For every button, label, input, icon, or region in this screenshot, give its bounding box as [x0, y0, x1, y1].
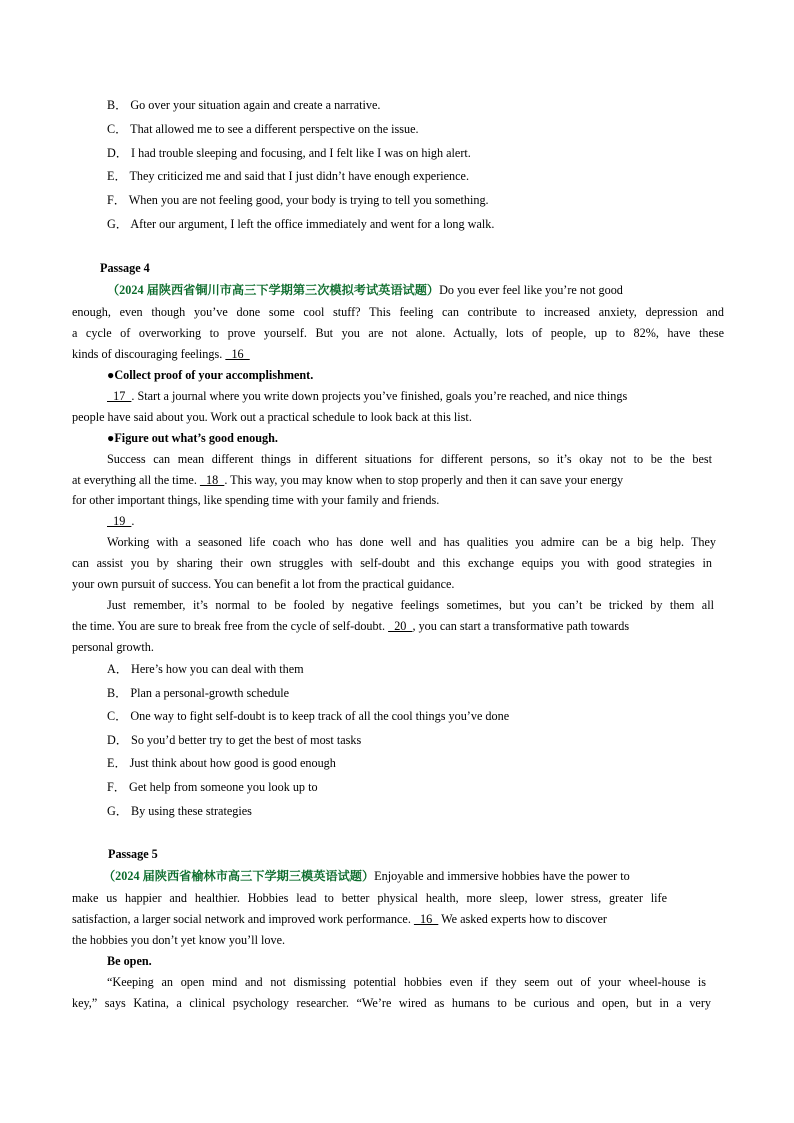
passage-5-title: Passage 5	[108, 847, 158, 861]
passage-4-intro-line-1	[107, 282, 759, 298]
paragraph-open-line-1: “Keeping an open mind and not dismissing potential hobbies even if they seem out of your wheel-house is	[107, 975, 706, 989]
paragraph-17-line-2: people have said about you. Work out a practical schedule to look back at this list.	[72, 410, 472, 424]
p4-option-c: C． One way to fight self-doubt is to keep track of all the cool things you’ve done	[107, 709, 510, 723]
paragraph-remember-line-1: Just remember, it’s normal to be fooled by negative feelings sometimes, but you can’t be tricked by them all	[107, 598, 714, 612]
paragraph-coach-line-3: your own pursuit of success. You can benefit a lot from the practical guidance.	[72, 577, 455, 591]
p4-option-f: F． Get help from someone you look up to	[107, 780, 318, 794]
heading-good-enough: ●Figure out what’s good enough.	[107, 431, 278, 445]
option-f: F． When you are not feeling good, your body is trying to tell you something.	[107, 193, 489, 207]
passage-4-source: （2024 届陕西省铜川市高三下学期第三次模拟考试英语试题）	[107, 283, 440, 297]
option-e: E． They criticized me and said that I just didn’t have enough experience.	[107, 169, 470, 183]
passage-5-intro-line-4: the hobbies you don’t yet know you’ll love.	[72, 933, 286, 947]
paragraph-18-line-1: Success can mean different things in different situations for different persons, so it’s okay not to be the best	[107, 452, 712, 466]
paragraph-coach-line-1: Working with a seasoned life coach who has done well and has qualities you admire can be a big help. They	[107, 535, 716, 549]
passage-4-intro-line-2: enough, even though you’ve done some cool stuff? This feeling can contribute to increased anxiety, depression and	[72, 305, 724, 319]
passage-5-intro-line-2: make us happier and healthier. Hobbies lead to better physical health, more sleep, lower stress, greater life	[72, 891, 667, 905]
paragraph-18-line-3: for other important things, like spending time with your family and friends.	[72, 493, 440, 507]
blank-18: 18	[199, 473, 225, 487]
p4-option-d: D． So you’d better try to get the best of most tasks	[107, 733, 362, 747]
passage-5-intro-line-3	[72, 911, 724, 927]
paragraph-text: the time. You are sure to break free from the cycle of self-doubt.	[72, 619, 386, 633]
option-g: G． After our argument, I left the office immediately and went for a long walk.	[107, 217, 495, 231]
period: .	[131, 514, 135, 528]
paragraph-18-line-2	[72, 472, 724, 488]
p4-option-g: G． By using these strategies	[107, 804, 252, 818]
blank-19: 19	[107, 514, 132, 528]
option-b: B． Go over your situation again and create a narrative.	[107, 98, 381, 112]
p4-option-b: B． Plan a personal-growth schedule	[107, 686, 290, 700]
blank-20: 20	[388, 619, 413, 633]
blank-16: 16	[225, 347, 250, 361]
paragraph-17-line-1	[107, 388, 724, 404]
option-c: C． That allowed me to see a different perspective on the issue.	[107, 122, 419, 136]
blank-19-line	[107, 513, 759, 529]
passage-5-source: （2024 届陕西省榆林市高三下学期三模英语试题）	[103, 869, 375, 883]
intro-text: Enjoyable and immersive hobbies have the power to	[374, 869, 630, 883]
paragraph-remember-line-2	[72, 618, 724, 634]
p4-option-e: E． Just think about how good is good enough	[107, 756, 336, 770]
paragraph-open-line-2: key,” says Katina, a clinical psychology researcher. “We’re wired as humans to be curious and open, but in a very	[72, 996, 711, 1010]
option-d: D． I had trouble sleeping and focusing, and I felt like I was on high alert.	[107, 146, 471, 160]
heading-be-open: Be open.	[107, 954, 152, 968]
passage-4-intro-line-3: a cycle of overworking to prove yourself. But you are not alone. Actually, lots of people, up to 82%, have these	[72, 326, 724, 340]
passage-5-intro-line-1	[103, 868, 755, 884]
intro-text: We asked experts how to discover	[438, 912, 607, 926]
paragraph-coach-line-2: can assist you by sharing their own struggles with self-doubt and this exchange equips you with good strategies in	[72, 556, 712, 570]
passage-4-title: Passage 4	[100, 261, 150, 275]
intro-text: satisfaction, a larger social network and improved work performance.	[72, 912, 411, 926]
paragraph-text: . This way, you may know when to stop properly and then it can save your energy	[224, 473, 624, 487]
intro-text: Do you ever feel like you’re not good	[439, 283, 623, 297]
paragraph-text: . Start a journal where you write down projects you’ve finished, goals you’re reached, and nice things	[131, 389, 628, 403]
blank-16: 16	[413, 912, 439, 926]
intro-text: kinds of discouraging feelings.	[72, 347, 223, 361]
paragraph-text: , you can start a transformative path towards	[412, 619, 630, 633]
paragraph-remember-line-3: personal growth.	[72, 640, 154, 654]
heading-collect-proof: ●Collect proof of your accomplishment.	[107, 368, 314, 382]
paragraph-text: at everything all the time.	[72, 473, 197, 487]
passage-4-intro-line-4	[72, 346, 724, 362]
p4-option-a: A． Here’s how you can deal with them	[107, 662, 304, 676]
blank-17: 17	[107, 389, 132, 403]
